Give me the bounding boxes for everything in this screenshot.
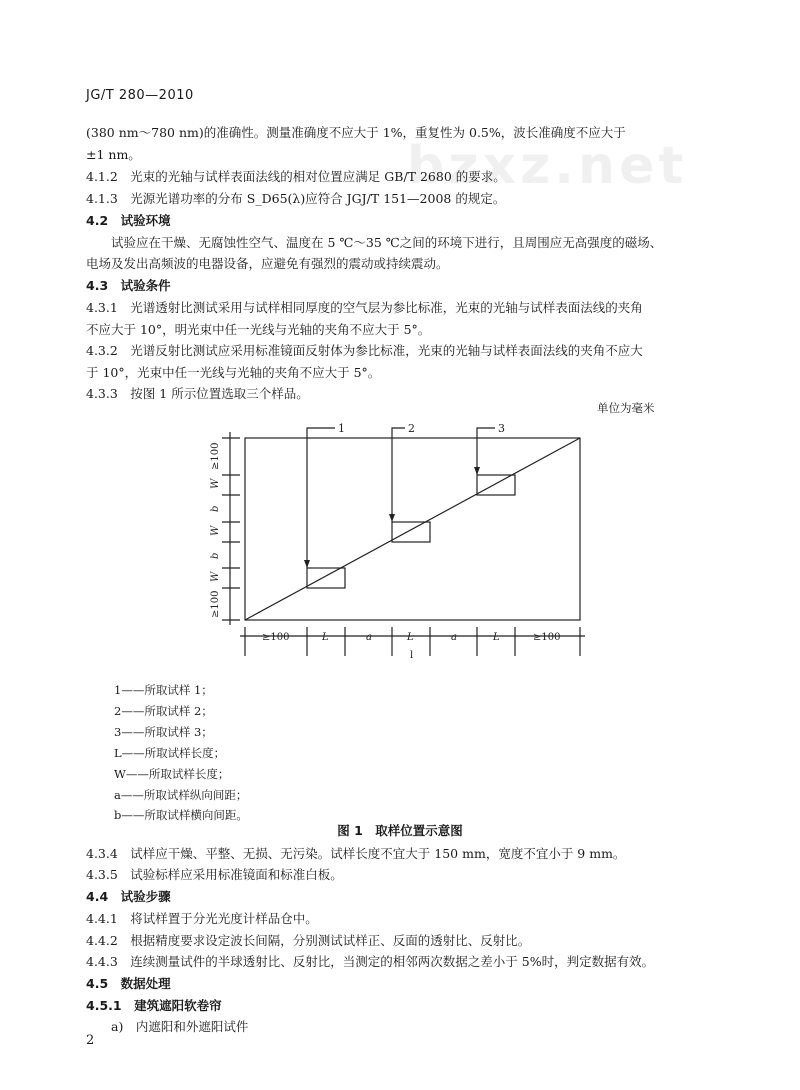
body-line: (380 nm～780 nm)的准确性。测量准确度不应大于 1%，重复性为 0.5%，波长准确度不应大于 [86,125,626,140]
dim-left: W [210,525,221,536]
dim-bottom: ≥100 [533,632,561,643]
body-line: 4.3.4 试样应干燥、平整、无损、无污染。试样长度不宜大于 150 mm，宽度不宜小于 9 mm。 [86,846,626,861]
dim-left: b [210,505,221,512]
sample-box-3 [477,475,515,495]
body-line: a) 内遮阳和外遮阳试件 [86,1019,249,1034]
dim-bottom-extra: l [410,650,414,661]
body-line: 4.4.2 根据精度要求设定波长间隔，分别测试试样正、反面的透射比、反射比。 [86,933,531,948]
body-line: ±1 nm。 [86,147,141,162]
page-number: 2 [86,1033,95,1048]
callout-1: 1 [338,422,345,435]
standard-code: JG/T 280—2010 [86,88,194,103]
body-line: 于 10°，光束中任一光线与光轴的夹角不应大于 5°。 [86,365,381,380]
leader-line-1 [307,428,335,568]
body-line: 4.1.3 光源光谱功率的分布 S_D65(λ)应符合 JGJ/T 151—2008 的规定。 [86,191,506,206]
leader-line-3 [477,428,495,475]
sample-box-2 [392,522,430,542]
body-line: 4.3.2 光谱反射比测试应采用标准镜面反射体为参比标准，光束的光轴与试样表面法线的夹角不应大 [86,343,643,358]
leader-line-2 [392,428,405,522]
dim-bottom: ≥100 [262,632,290,643]
section-heading: 4.5 数据处理 [86,976,171,991]
dim-bottom: L [493,632,500,643]
dim-bottom: L [407,632,414,643]
unit-note: 单位为毫米 [597,401,655,415]
figure-caption: 图 1 取样位置示意图 [337,823,463,838]
dim-left: ≥100 [210,442,221,470]
body-line: 4.3.1 光谱透射比测试采用与试样相同厚度的空气层为参比标准，光束的光轴与试样表面法线的夹角 [86,300,643,315]
dim-left: ≥100 [210,590,221,618]
section-heading: 4.4 试验步骤 [86,889,171,904]
legend-item: b——所取试样横向间距。 [114,808,248,822]
legend-item: 3——所取试样 3； [114,725,213,739]
dim-left: W [210,571,221,582]
body-line: 试验应在干燥、无腐蚀性空气、温度在 5 ℃～35 ℃之间的环境下进行，且周围应无高强度的磁场、 [86,235,663,250]
body-line: 4.4.1 将试样置于分光光度计样品仓中。 [86,911,318,926]
dim-bottom: L [322,632,329,643]
watermark: bzxz.net [407,136,688,196]
body-line: 4.3.5 试验标样应采用标准镜面和标准白板。 [86,867,343,882]
body-line: 电场及发出高频波的电器设备，应避免有强烈的震动或持续震动。 [86,256,449,271]
dim-left: b [210,552,221,559]
legend-item: 1——所取试样 1； [114,683,213,697]
legend-item: W——所取试样长度； [114,767,230,781]
callout-2: 2 [408,422,415,435]
section-heading: 4.5.1 建筑遮阳软卷帘 [86,998,222,1013]
dim-left: W [210,478,221,489]
section-heading: 4.2 试验环境 [86,213,171,228]
sample-box-1 [307,568,345,588]
callout-3: 3 [498,422,505,435]
dim-bottom: a [451,632,457,643]
section-heading: 4.3 试验条件 [86,278,171,293]
legend-item: 2——所取试样 2； [114,704,213,718]
dim-bottom: a [366,632,372,643]
legend-item: L——所取试样长度； [114,746,226,760]
body-line: 不应大于 10°，明光束中任一光线与光轴的夹角不应大于 5°。 [86,322,431,337]
body-line: 4.3.3 按图 1 所示位置选取三个样品。 [86,386,309,401]
body-line: 4.1.2 光束的光轴与试样表面法线的相对位置应满足 GB/T 2680 的要求。 [86,169,506,184]
diagonal-line [245,438,580,620]
legend-item: a——所取试样纵向间距； [114,788,248,802]
body-line: 4.4.3 连续测量试件的半球透射比、反射比，当测定的相邻两次数据之差小于 5%时，判定数据有效。 [86,954,655,969]
